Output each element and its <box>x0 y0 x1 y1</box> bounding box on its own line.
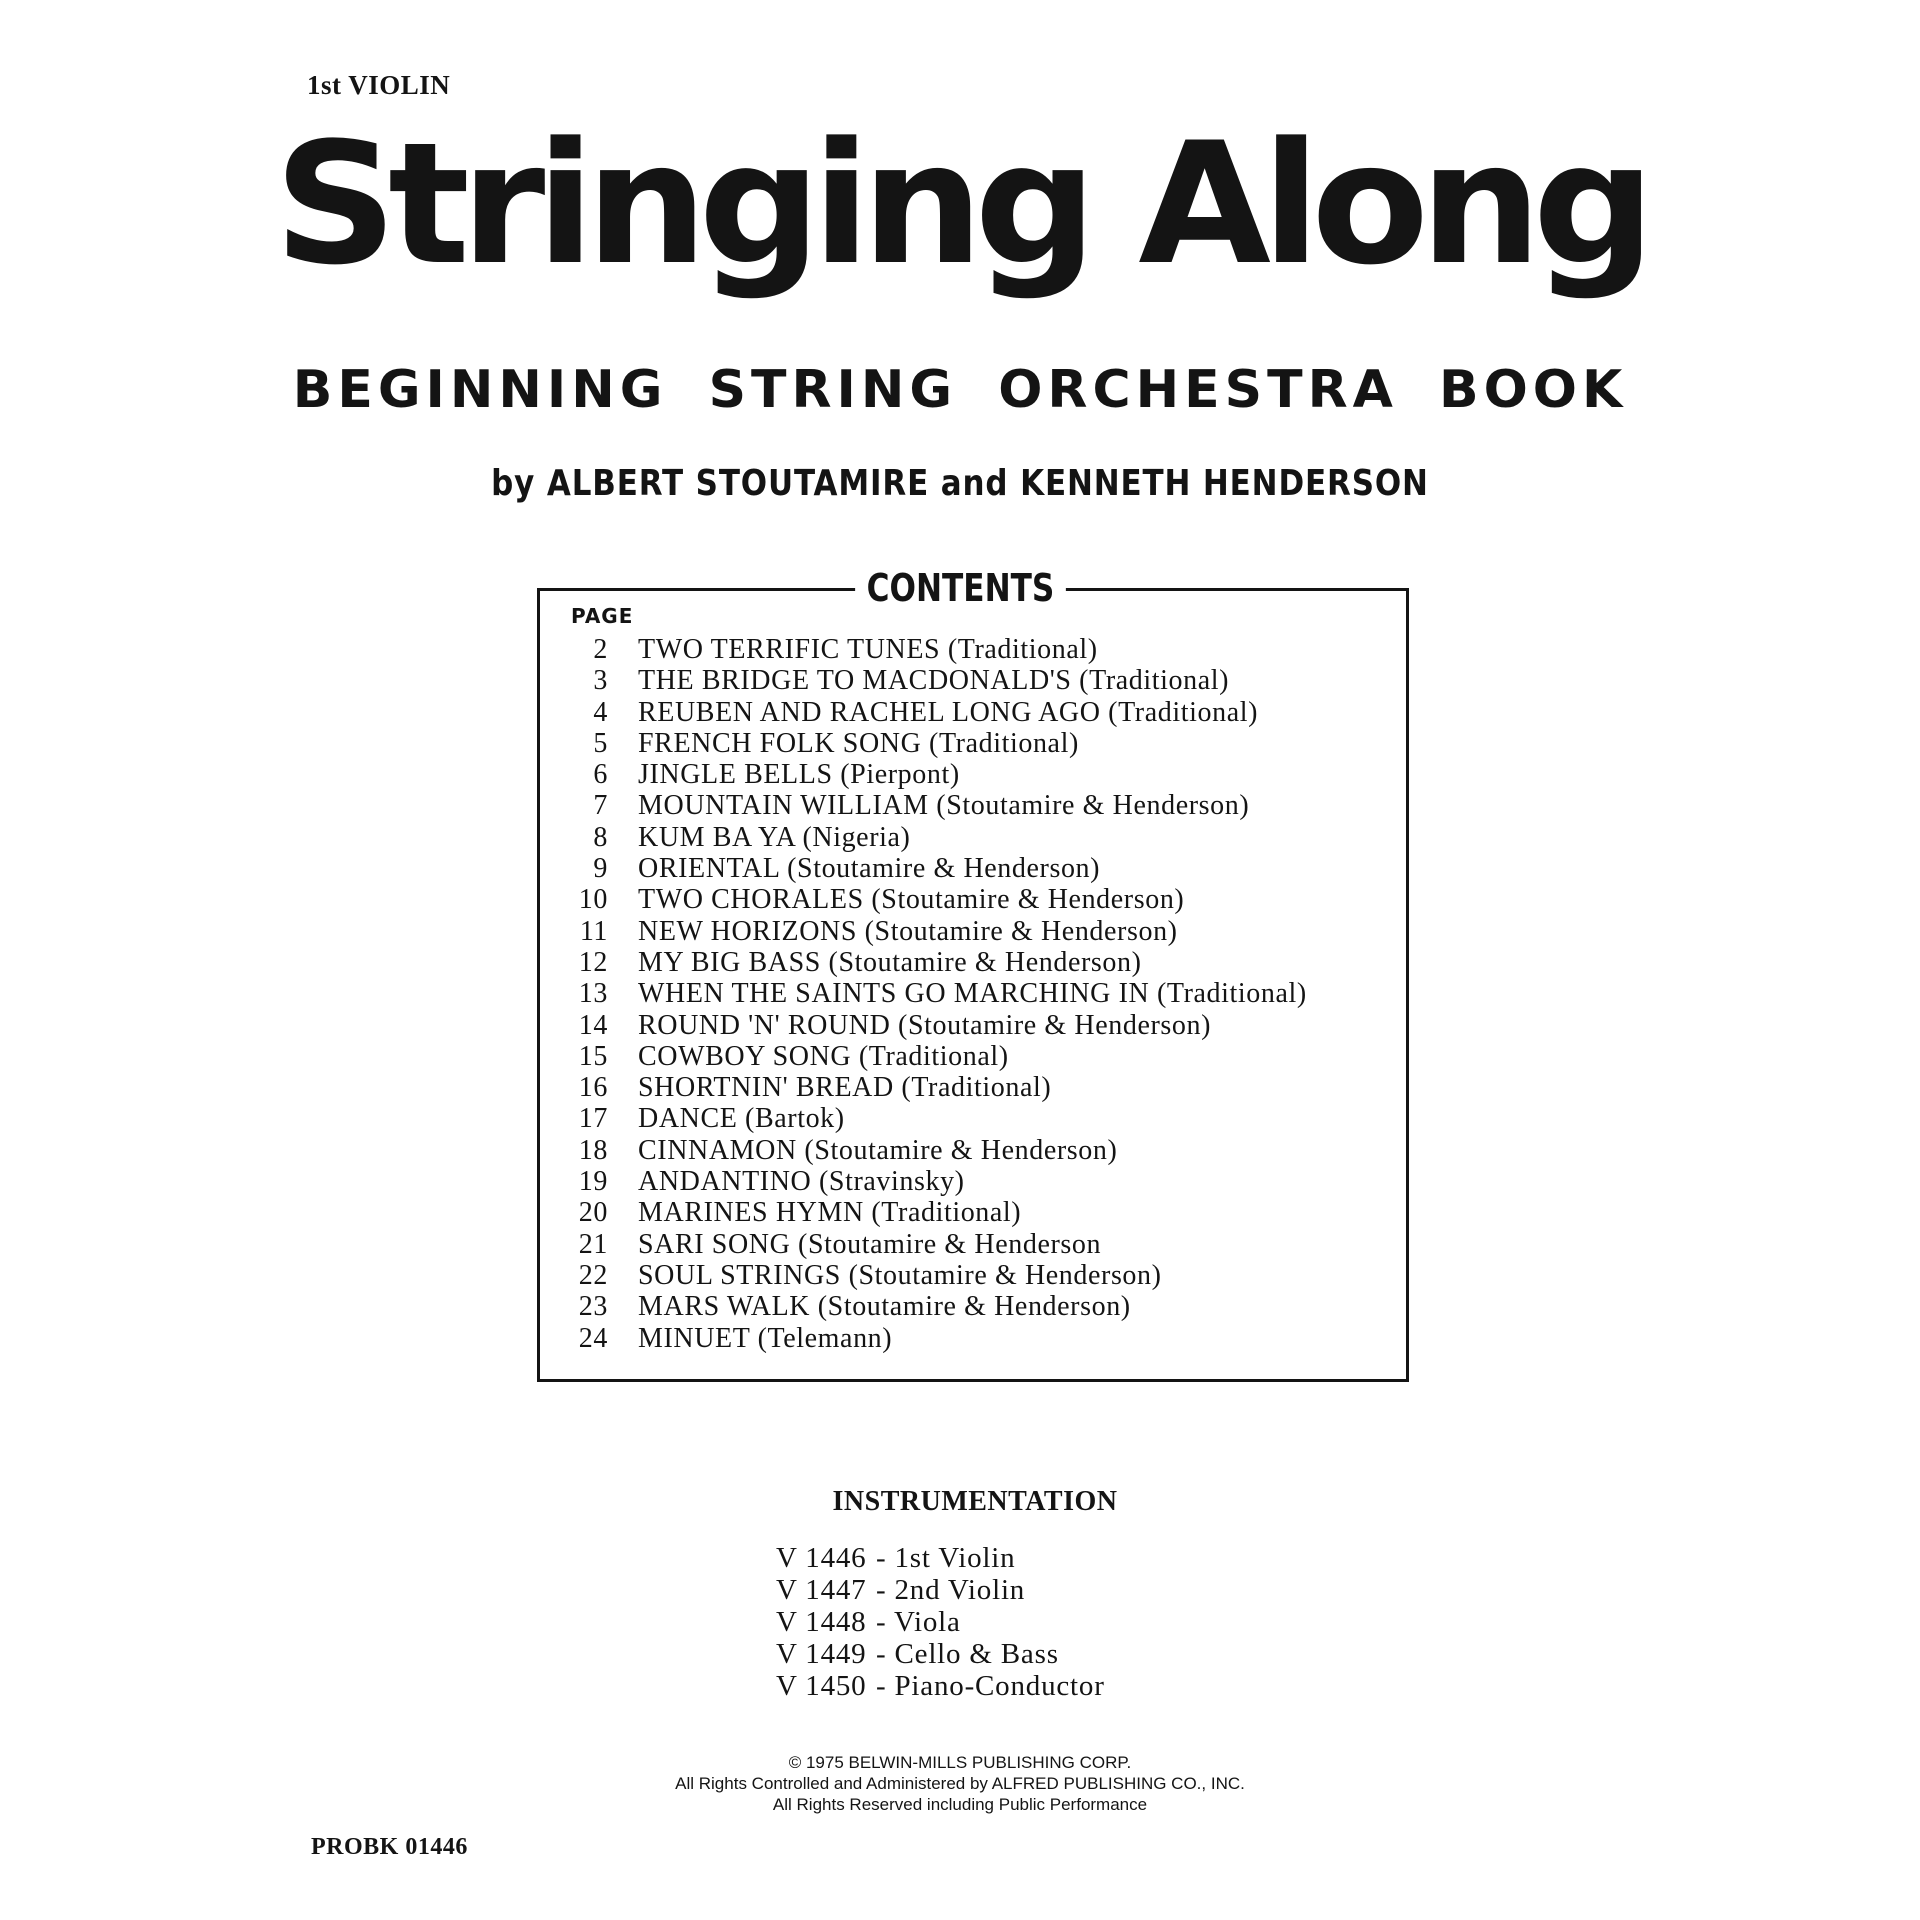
contents-item-page: 2 <box>593 634 608 665</box>
contents-item <box>560 853 1400 884</box>
contents-item-page: 22 <box>578 1259 608 1291</box>
page-column-heading: PAGE <box>571 604 634 628</box>
contents-item <box>560 1135 1400 1166</box>
contents-item <box>560 1072 1400 1103</box>
contents-item-page: 18 <box>578 1134 608 1166</box>
contents-item-page: 10 <box>578 884 608 916</box>
contents-item <box>560 884 1400 915</box>
contents-item-page: 3 <box>593 665 608 697</box>
contents-item-title: NEW HORIZONS (Stoutamire & Henderson) <box>638 915 1178 947</box>
instrument-code: V 1447 <box>776 1574 867 1606</box>
contents-item-title: REUBEN AND RACHEL LONG AGO (Traditional) <box>638 696 1259 728</box>
contents-item-title: TWO TERRIFIC TUNES (Traditional) <box>638 634 1098 665</box>
instrument-name: - Piano-Conductor <box>876 1670 1105 1702</box>
instrumentation-item <box>776 1670 1105 1702</box>
contents-item-page: 6 <box>593 759 608 791</box>
contents-item-page: 12 <box>578 946 608 978</box>
contents-list <box>560 634 1400 1354</box>
contents-item-title: DANCE (Bartok) <box>638 1103 845 1135</box>
contents-item-page: 16 <box>578 1072 608 1104</box>
instrumentation-item <box>776 1574 1105 1606</box>
contents-item <box>560 697 1400 728</box>
contents-item <box>560 822 1400 853</box>
part-label: 1st VIOLIN <box>307 70 451 100</box>
contents-item <box>560 1166 1400 1197</box>
contents-item <box>560 1041 1400 1072</box>
contents-item-title: JINGLE BELLS (Pierpont) <box>638 759 960 791</box>
contents-item-title: SHORTNIN' BREAD (Traditional) <box>638 1072 1052 1104</box>
contents-item-title: ANDANTINO (Stravinsky) <box>638 1166 965 1198</box>
contents-item <box>560 947 1400 978</box>
contents-item-page: 17 <box>578 1103 608 1135</box>
contents-item <box>560 665 1400 696</box>
contents-item-title: SARI SONG (Stoutamire & Henderson <box>638 1228 1102 1260</box>
instrumentation-item <box>776 1606 1105 1638</box>
instrumentation-item <box>776 1638 1105 1670</box>
instrumentation-list <box>776 1542 1105 1702</box>
contents-item <box>560 978 1400 1009</box>
authors-byline: by ALBERT STOUTAMIRE and KENNETH HENDERSON <box>491 463 1429 504</box>
contents-item <box>560 1103 1400 1134</box>
contents-item-title: ROUND 'N' ROUND (Stoutamire & Henderson) <box>638 1009 1212 1041</box>
contents-item <box>560 634 1400 665</box>
copyright-notice <box>0 1752 1920 1815</box>
instrument-code: V 1446 <box>776 1542 867 1574</box>
contents-item <box>560 1010 1400 1041</box>
contents-item-title: TWO CHORALES (Stoutamire & Henderson) <box>638 884 1185 916</box>
instrumentation-heading: INSTRUMENTATION <box>832 1486 1118 1517</box>
contents-item-title: WHEN THE SAINTS GO MARCHING IN (Traditional) <box>638 978 1307 1010</box>
contents-item-page: 4 <box>593 696 608 728</box>
contents-item <box>560 1323 1400 1354</box>
contents-item-page: 21 <box>578 1228 608 1260</box>
instrument-code: V 1449 <box>776 1638 867 1670</box>
contents-item-page: 7 <box>593 790 608 822</box>
instrumentation-item <box>776 1542 1105 1574</box>
instrument-name: - Cello & Bass <box>876 1638 1059 1670</box>
contents-item-title: THE BRIDGE TO MACDONALD'S (Traditional) <box>638 665 1230 697</box>
contents-item-title: MARINES HYMN (Traditional) <box>638 1197 1022 1229</box>
contents-item-page: 8 <box>593 821 608 853</box>
contents-item-title: COWBOY SONG (Traditional) <box>638 1040 1009 1072</box>
copyright-line: © 1975 BELWIN-MILLS PUBLISHING CORP. <box>788 1753 1132 1772</box>
contents-item-page: 13 <box>578 978 608 1010</box>
contents-item-page: 11 <box>579 915 608 947</box>
instrument-name: - 2nd Violin <box>876 1574 1026 1606</box>
contents-item-page: 24 <box>578 1322 608 1354</box>
instrument-code: V 1448 <box>776 1606 867 1638</box>
contents-item <box>560 728 1400 759</box>
book-title: Stringing Along <box>273 106 1647 302</box>
contents-item <box>560 1260 1400 1291</box>
instrument-name: - Viola <box>876 1606 961 1638</box>
contents-item-title: MY BIG BASS (Stoutamire & Henderson) <box>638 946 1142 978</box>
contents-heading <box>0 566 1920 610</box>
contents-item-title: CINNAMON (Stoutamire & Henderson) <box>638 1134 1118 1166</box>
contents-item <box>560 1197 1400 1228</box>
contents-item-page: 15 <box>578 1040 608 1072</box>
contents-item-page: 14 <box>578 1009 608 1041</box>
contents-item-page: 23 <box>578 1291 608 1323</box>
catalog-number: PROBK 01446 <box>311 1834 468 1860</box>
copyright-line: All Rights Reserved including Public Performance <box>772 1795 1148 1814</box>
contents-item-title: KUM BA YA (Nigeria) <box>638 821 911 853</box>
contents-item-title: MINUET (Telemann) <box>638 1322 893 1354</box>
contents-item-title: FRENCH FOLK SONG (Traditional) <box>638 727 1079 759</box>
contents-item-title: ORIENTAL (Stoutamire & Henderson) <box>638 853 1101 885</box>
instrument-code: V 1450 <box>776 1670 867 1702</box>
contents-item-page: 19 <box>578 1166 608 1198</box>
contents-item-title: MARS WALK (Stoutamire & Henderson) <box>638 1291 1131 1323</box>
contents-item-page: 9 <box>593 853 608 885</box>
contents-item-title: SOUL STRINGS (Stoutamire & Henderson) <box>638 1259 1162 1291</box>
contents-heading-text: CONTENTS <box>855 566 1066 610</box>
contents-item <box>560 790 1400 821</box>
contents-item <box>560 759 1400 790</box>
contents-item <box>560 1291 1400 1322</box>
copyright-line: All Rights Controlled and Administered by ALFRED PUBLISHING CO., INC. <box>675 1774 1245 1793</box>
contents-item <box>560 1229 1400 1260</box>
contents-item-page: 20 <box>578 1197 608 1229</box>
contents-item <box>560 916 1400 947</box>
instrument-name: - 1st Violin <box>876 1542 1016 1574</box>
contents-item-title: MOUNTAIN WILLIAM (Stoutamire & Henderson) <box>638 790 1250 822</box>
contents-item-page: 5 <box>593 727 608 759</box>
book-subtitle: BEGINNING STRING ORCHESTRA BOOK <box>292 360 1628 420</box>
